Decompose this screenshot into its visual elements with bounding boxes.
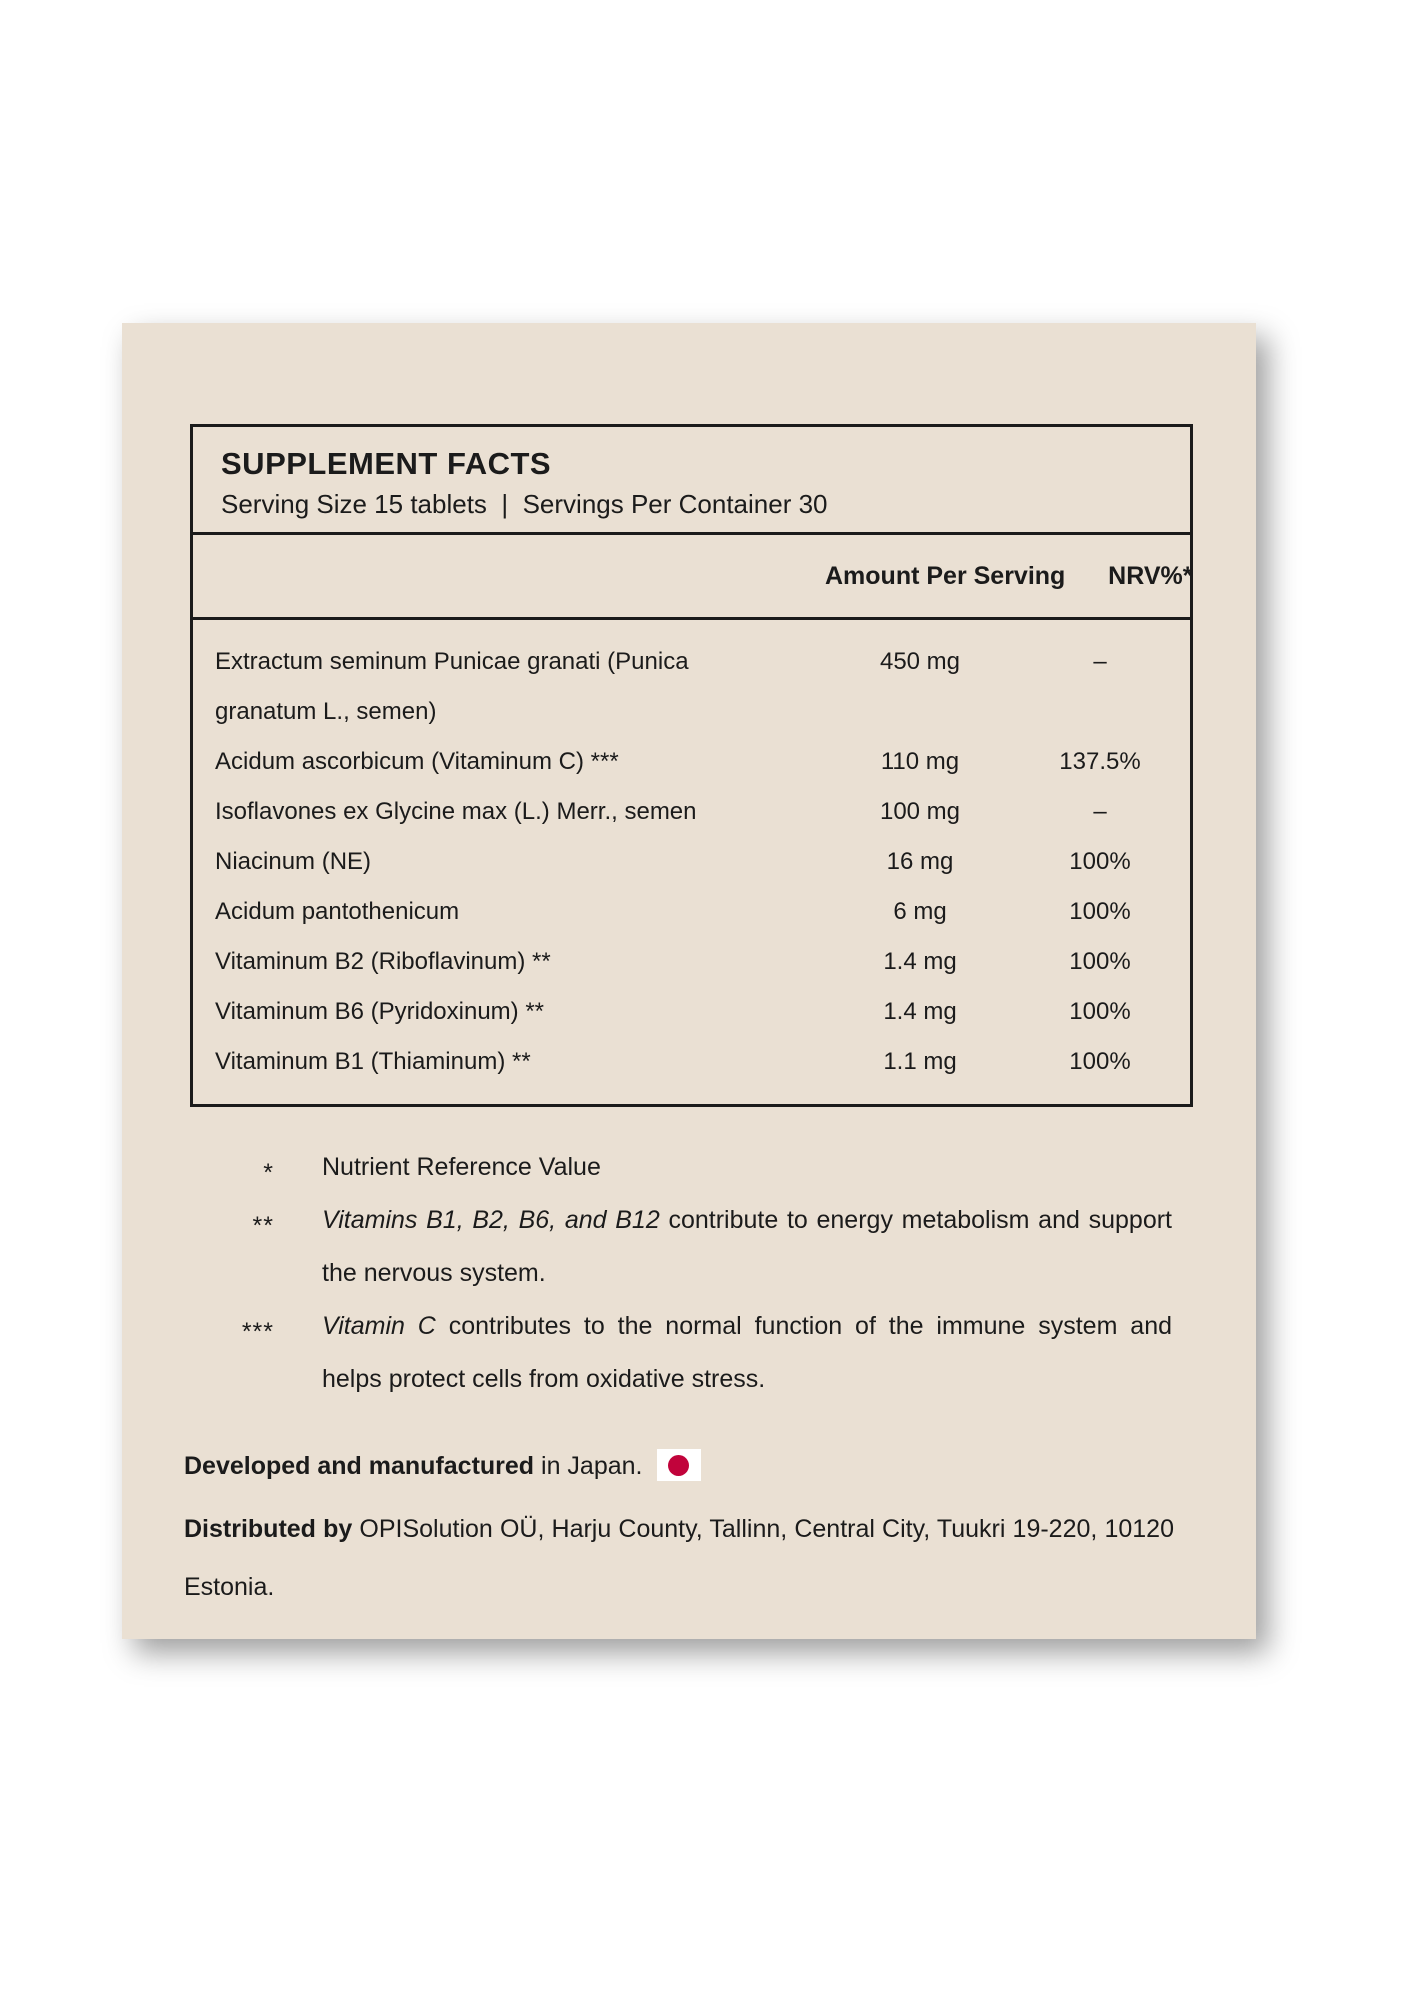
table-row xyxy=(215,737,1185,787)
serving-info: Serving Size 15 tablets | Servings Per Container 30 xyxy=(221,489,828,519)
footnote-marker: * xyxy=(263,1159,274,1187)
manufacturing-note xyxy=(184,1449,701,1483)
footnote-text: Nutrient Reference Value xyxy=(322,1153,601,1181)
amount-per-serving-value: 16 mg xyxy=(886,848,954,875)
ingredient-name: Isoflavones ex Glycine max (L.) Merr., semen xyxy=(215,798,697,825)
table-row xyxy=(215,887,1185,937)
ingredient-name: Vitaminum B2 (Riboflavinum) ** xyxy=(215,948,551,975)
table-row xyxy=(215,987,1185,1037)
ingredient-name: Extractum seminum Punicae granati (Punica granatum L., semen) xyxy=(215,648,689,725)
amount-per-serving-value: 110 mg xyxy=(880,748,960,775)
table-row xyxy=(215,637,1185,737)
panel-header xyxy=(193,427,1190,535)
amount-per-serving-value: 1.4 mg xyxy=(883,948,957,975)
nrv-value: 137.5% xyxy=(1059,748,1141,775)
ingredient-name: Vitaminum B6 (Pyridoxinum) ** xyxy=(215,998,545,1025)
footnote xyxy=(230,1141,1172,1194)
table-row xyxy=(215,837,1185,887)
footnote-marker: ** xyxy=(252,1212,274,1240)
ingredient-name: Acidum pantothenicum xyxy=(215,898,460,925)
amount-per-serving-value: 6 mg xyxy=(893,898,947,925)
panel-title: SUPPLEMENT FACTS xyxy=(221,446,552,481)
ingredient-name: Acidum ascorbicum (Vitaminum C) *** xyxy=(215,748,619,775)
nrv-value: 100% xyxy=(1069,848,1131,875)
footnote-marker: *** xyxy=(241,1318,274,1346)
ingredient-name: Vitaminum B1 (Thiaminum) ** xyxy=(215,1048,531,1075)
manufacturing-note-text: in Japan. xyxy=(534,1452,643,1480)
amount-per-serving-value: 450 mg xyxy=(879,648,961,675)
amount-per-serving-value: 1.4 mg xyxy=(883,998,957,1025)
table-row xyxy=(215,937,1185,987)
footnote xyxy=(230,1300,1172,1406)
nrv-value: – xyxy=(1093,648,1107,675)
amount-column-header: Amount Per Serving xyxy=(825,561,1066,590)
flag-red-circle-icon xyxy=(668,1455,689,1476)
distribution-note-lead: Distributed by xyxy=(184,1515,353,1543)
nrv-value: 100% xyxy=(1069,998,1131,1025)
footnote-text: Vitamin C contributes to the normal function of the immune system and helps protect cells from oxidative stress. xyxy=(322,1312,1172,1393)
nrv-value: – xyxy=(1093,798,1107,825)
table-row xyxy=(215,787,1185,837)
distribution-note xyxy=(184,1500,1174,1616)
footnote xyxy=(230,1194,1172,1300)
distribution-note-text: OPISolution OÜ, Harju County, Tallinn, Central City, Tuukri 19-220, 10120 Estonia. xyxy=(184,1515,1174,1601)
ingredient-name: Niacinum (NE) xyxy=(215,848,372,875)
footnote-text: Vitamins B1, B2, B6, and B12 contribute to energy metabolism and support the nervous system. xyxy=(322,1206,1172,1287)
table-row xyxy=(215,1037,1185,1087)
nrv-value: 100% xyxy=(1069,1048,1131,1075)
japan-flag-icon xyxy=(657,1449,701,1481)
nrv-value: 100% xyxy=(1069,898,1131,925)
nrv-value: 100% xyxy=(1069,948,1131,975)
nrv-column-header: NRV%* xyxy=(1108,561,1193,590)
amount-per-serving-value: 1.1 mg xyxy=(883,1048,957,1075)
ingredient-table xyxy=(193,620,1190,1104)
column-header-row xyxy=(193,535,1193,620)
label-card xyxy=(122,323,1256,1639)
footnotes xyxy=(230,1141,1172,1406)
supplement-facts-panel xyxy=(190,424,1193,1107)
amount-per-serving-value: 100 mg xyxy=(879,798,961,825)
manufacturing-note-lead: Developed and manufactured xyxy=(184,1452,535,1480)
